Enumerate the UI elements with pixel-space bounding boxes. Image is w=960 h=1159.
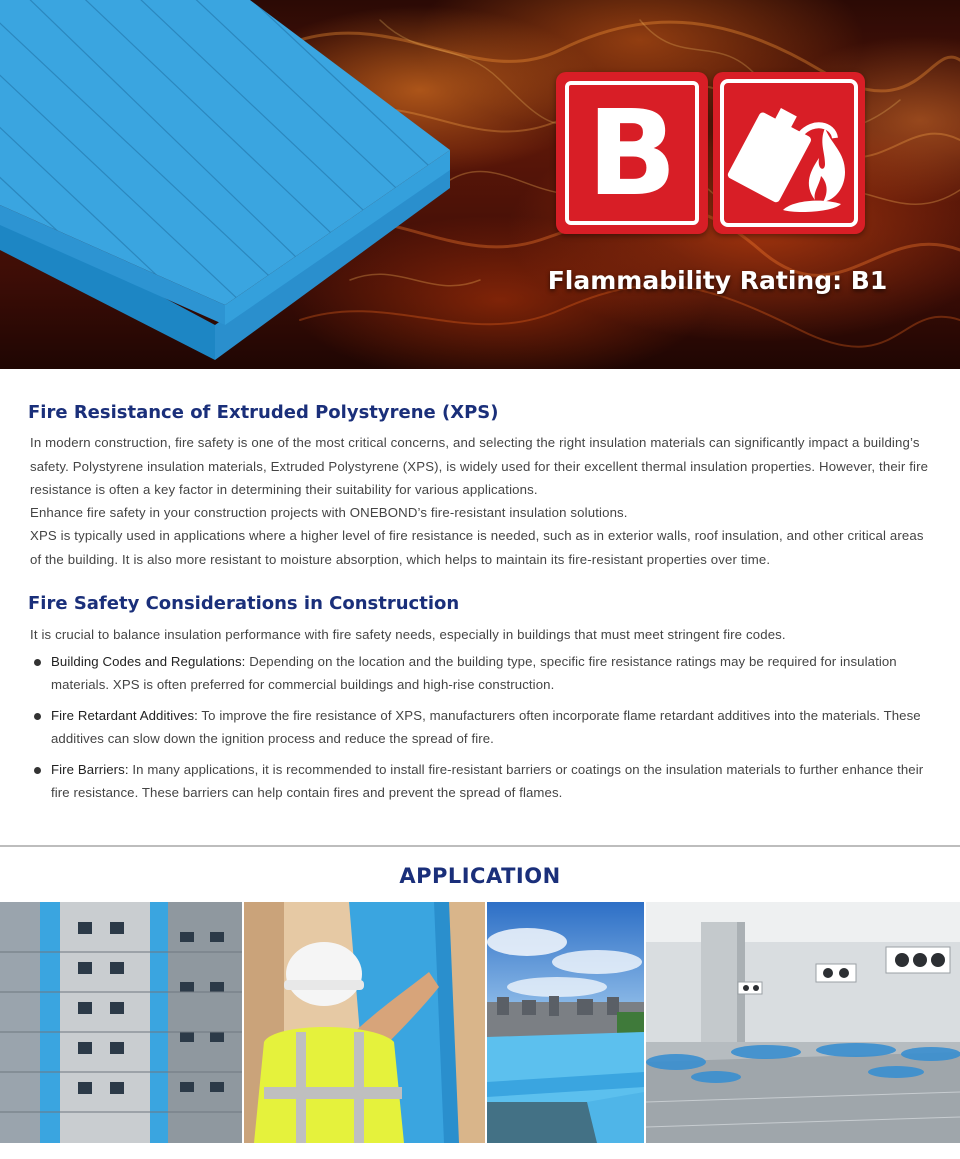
sign-letter: B [587, 84, 677, 222]
application-image-worker [244, 902, 485, 1143]
flammable-sign-icon [713, 72, 865, 234]
list-item [34, 651, 934, 696]
considerations-list [34, 651, 934, 813]
list-item-text: To improve the fire resistance of XPS, manufacturers often incorporate flame retardant additives into the materials. These additives can slow down the ignition process and reduce the spread of fire. [51, 708, 921, 746]
section-divider [0, 845, 960, 847]
application-image-high-rise [0, 902, 242, 1143]
list-item-term: Fire Barriers: [51, 762, 129, 777]
bullet-icon [34, 659, 41, 666]
bullet-icon [34, 713, 41, 720]
list-item-term: Building Codes and Regulations: [51, 654, 246, 669]
paragraph-xps-use: XPS is typically used in applications where a higher level of fire resistance is needed, such as in exterior walls, roof insulation, and other critical areas of the building. It is also more resistant to moisture absorption, which helps to maintain its fire-resistant properties over time. [30, 528, 924, 567]
bullet-icon [34, 767, 41, 774]
application-image-cold-storage [646, 902, 960, 1143]
list-item-term: Fire Retardant Additives: [51, 708, 198, 723]
list-item-text: In many applications, it is recommended to install fire-resistant barriers or coatings on the insulation materials to further enhance their fire resistance. These barriers can help contain fires and prevent the spread of flames. [51, 762, 924, 800]
paragraph-intro: In modern construction, fire safety is one of the most critical concerns, and selecting the right insulation materials can significantly impact a building’s safety. Polystyrene insulation materials, Extruded Polystyrene (XPS), is widely used for their excellent thermal insulation properties. However, their fire resistance is often a key factor in determining their suitability for various applications. [30, 435, 929, 497]
section-title-fire-resistance: Fire Resistance of Extruded Polystyrene (XPS) [28, 402, 499, 423]
list-item [34, 759, 934, 804]
paragraph-balance: It is crucial to balance insulation performance with fire safety needs, especially in buildings that must meet stringent fire codes. [30, 627, 786, 642]
list-item-text: Depending on the location and the building type, specific fire resistance ratings may be required for insulation materials. XPS is often preferred for commercial buildings and high-rise construction. [51, 654, 897, 692]
xps-board-image [0, 0, 460, 369]
b-rating-sign [556, 72, 708, 234]
flammability-rating-caption: Flammability Rating: B1 [547, 266, 888, 295]
section-title-fire-safety: Fire Safety Considerations in Construction [28, 593, 460, 614]
paragraph-onebond: Enhance fire safety in your construction projects with ONEBOND’s fire-resistant insulation solutions. [30, 505, 628, 520]
list-item [34, 705, 934, 750]
application-image-rooftop [487, 902, 644, 1143]
hero-banner [0, 0, 960, 369]
application-title: APPLICATION [399, 864, 561, 888]
